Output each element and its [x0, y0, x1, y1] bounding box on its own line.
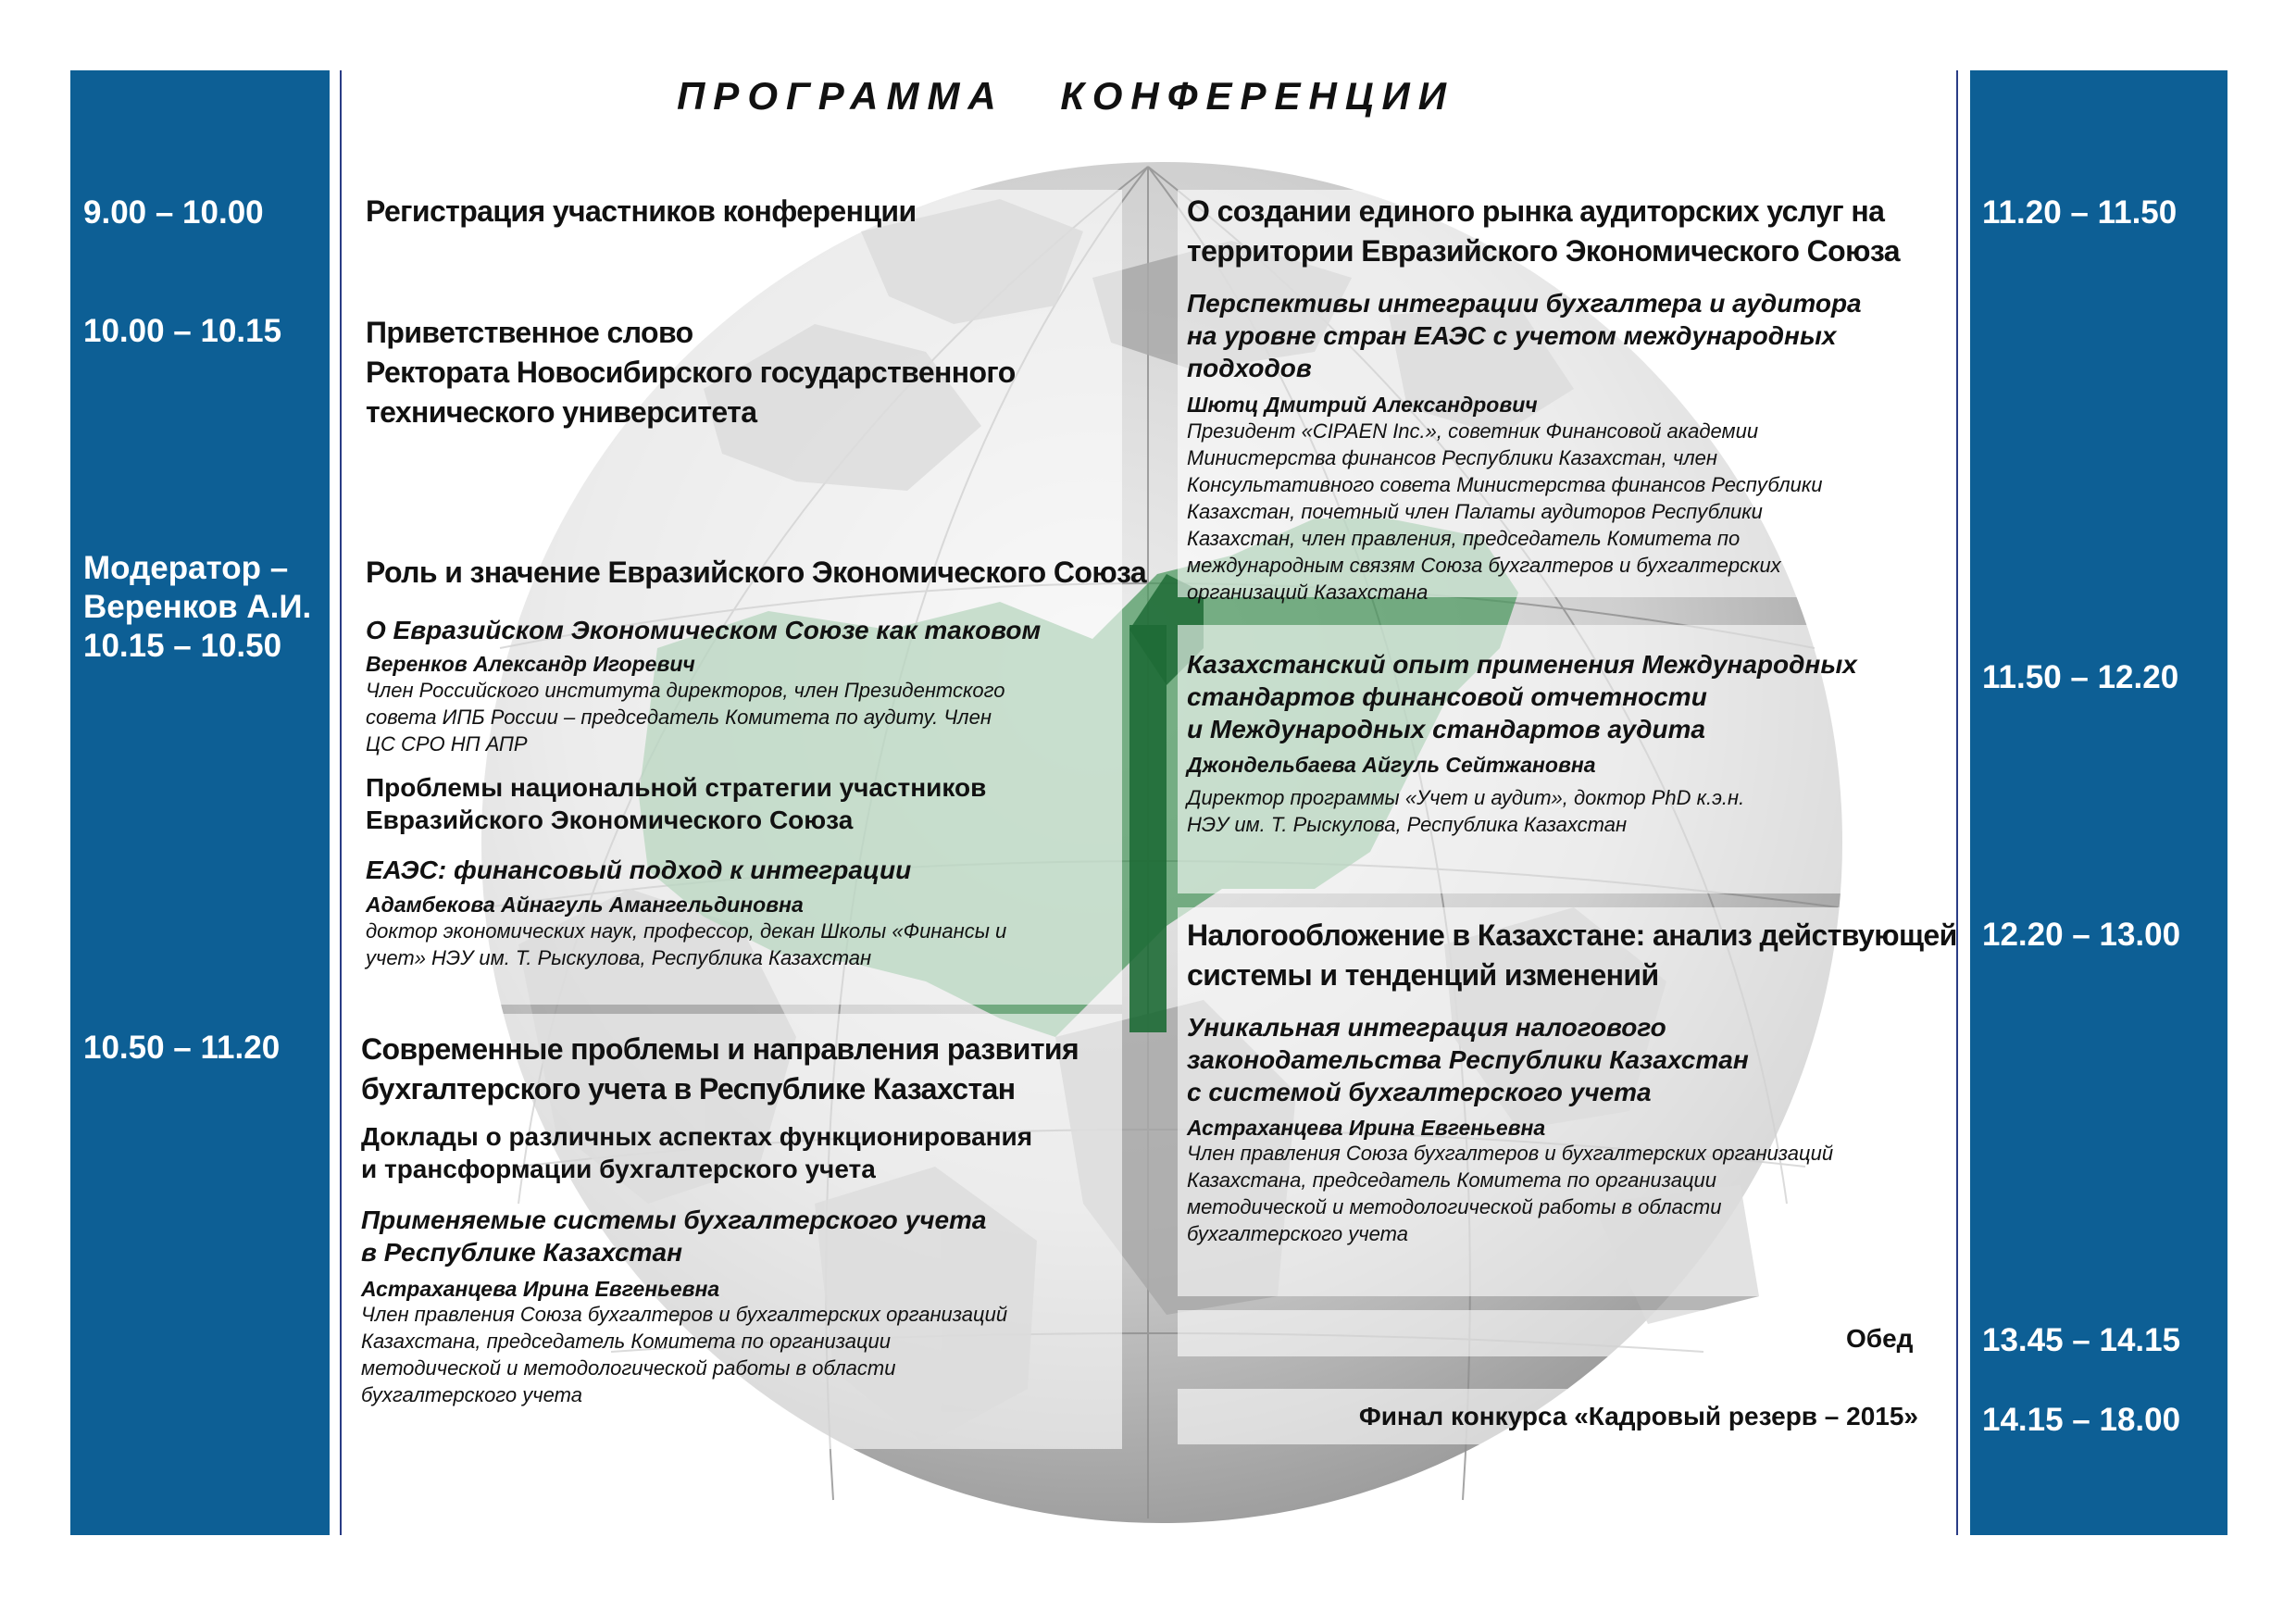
speaker-bio: методической и методологической работы в области — [361, 1356, 896, 1380]
speaker-bio: бухгалтерского учета — [361, 1383, 582, 1406]
right-time-band — [1970, 70, 2227, 1535]
talk-title: законодательства Республики Казахстан — [1187, 1045, 1749, 1074]
speaker-bio: Член правления Союза бухгалтеров и бухгалтерских организаций — [1187, 1142, 1834, 1165]
speaker-bio: международным связям Союза бухгалтеров и бухгалтерских — [1187, 554, 1781, 577]
speaker-name: Веренков Александр Игоревич — [366, 652, 695, 676]
talk-title: Перспективы интеграции бухгалтера и аудитора — [1187, 289, 1862, 318]
speaker-bio: ЦС СРО НП АПР — [366, 732, 528, 756]
speaker-name: Адамбекова Айнагуль Амангельдиновна — [366, 893, 804, 917]
time-slot: 12.20 – 13.00 — [1982, 917, 2181, 953]
speaker-bio: бухгалтерского учета — [1187, 1222, 1408, 1245]
speaker-bio: НЭУ им. Т. Рыскулова, Республика Казахстан — [1187, 813, 1628, 836]
speaker-name: Джондельбаева Айгуль Сейтжановна — [1187, 753, 1596, 777]
left-time-band — [70, 70, 330, 1535]
talk-title: Доклады о различных аспектах функционирования — [361, 1122, 1033, 1151]
speaker-bio: методической и методологической работы в области — [1187, 1195, 1722, 1218]
speaker-bio: доктор экономических наук, профессор, декан Школы «Финансы и — [366, 919, 1007, 943]
session-heading: Роль и значение Евразийского Экономического Союза — [366, 556, 1147, 589]
time-slot: 10.00 – 10.15 — [83, 313, 282, 349]
session-heading: технического университета — [366, 395, 757, 429]
session-heading: О создании единого рынка аудиторских услуг на — [1187, 194, 1885, 228]
session-heading: Ректората Новосибирского государственного — [366, 356, 1016, 389]
talk-title: Уникальная интеграция налогового — [1187, 1013, 1666, 1042]
speaker-bio: Казахстана, председатель Комитета по организации — [361, 1330, 891, 1353]
talk-title: и Международных стандартов аудита — [1187, 715, 1705, 743]
speaker-name: Шютц Дмитрий Александрович — [1187, 393, 1538, 417]
talk-title: на уровне стран ЕАЭС с учетом международных — [1187, 321, 1837, 350]
speaker-bio: учет» НЭУ им. Т. Рыскулова, Республика Казахстан — [366, 946, 872, 969]
talk-title: Проблемы национальной стратегии участников — [366, 773, 987, 802]
session-heading: системы и тенденций изменений — [1187, 958, 1659, 992]
final-event-label: Финал конкурса «Кадровый резерв – 2015» — [1358, 1402, 1918, 1430]
talk-title: подходов — [1187, 354, 1312, 382]
moderator-label: Модератор – — [83, 550, 289, 586]
speaker-name: Астраханцева Ирина Евгеньевна — [361, 1277, 720, 1301]
time-slot: 11.20 – 11.50 — [1982, 194, 2177, 231]
talk-title: с системой бухгалтерского учета — [1187, 1078, 1652, 1106]
speaker-bio: Казахстан, член правления, председатель Комитета по — [1187, 527, 1741, 550]
speaker-bio: Казахстана, председатель Комитета по организации — [1187, 1168, 1716, 1192]
talk-title: в Республике Казахстан — [361, 1238, 683, 1267]
talk-title: Применяемые системы бухгалтерского учета — [361, 1206, 987, 1234]
time-slot: 13.45 – 14.15 — [1982, 1322, 2181, 1358]
time-slot: 11.50 – 12.20 — [1982, 659, 2179, 695]
speaker-bio: Консультативного совета Министерства финансов Республики — [1187, 473, 1823, 496]
talk-title: ЕАЭС: финансовый подход к интеграции — [366, 856, 912, 884]
session-heading: Регистрация участников конференции — [366, 194, 917, 228]
session-heading: Приветственное слово — [366, 316, 693, 349]
session-heading: Налогообложение в Казахстане: анализ действующей — [1187, 918, 1957, 952]
talk-title: О Евразийском Экономическом Союзе как таковом — [366, 616, 1042, 644]
left-divider — [340, 70, 342, 1535]
time-slot: 10.50 – 11.20 — [83, 1030, 281, 1066]
speaker-bio: Казахстан, почетный член Палаты аудиторов Республики — [1187, 500, 1763, 523]
lunch-label: Обед — [1846, 1324, 1914, 1353]
speaker-bio: Член правления Союза бухгалтеров и бухгалтерских организаций — [361, 1303, 1008, 1326]
talk-title: стандартов финансовой отчетности — [1187, 682, 1707, 711]
moderator-name: Веренков А.И. — [83, 589, 312, 625]
page-title: ПРОГРАММА КОНФЕРЕНЦИИ — [677, 74, 1454, 118]
speaker-bio: Президент «CIPAEN Inc.», советник Финансовой академии — [1187, 419, 1759, 443]
speaker-bio: совета ИПБ России – председатель Комитета по аудиту. Член — [366, 706, 992, 729]
talk-title: Евразийского Экономического Союза — [366, 806, 854, 834]
right-divider — [1956, 70, 1958, 1535]
speaker-bio: Член Российского института директоров, член Президентского — [366, 679, 1005, 702]
time-slot: 9.00 – 10.00 — [83, 194, 264, 231]
speaker-bio: Министерства финансов Республики Казахстан, член — [1187, 446, 1718, 469]
time-slot: 10.15 – 10.50 — [83, 628, 282, 664]
speaker-bio: организаций Казахстана — [1187, 581, 1429, 604]
session-heading: территории Евразийского Экономического Союза — [1187, 234, 1900, 268]
session-heading: Современные проблемы и направления развития — [361, 1032, 1079, 1066]
speaker-name: Астраханцева Ирина Евгеньевна — [1187, 1116, 1546, 1140]
talk-title: Казахстанский опыт применения Международных — [1187, 650, 1857, 679]
time-slot: 14.15 – 18.00 — [1982, 1402, 2181, 1438]
talk-title: и трансформации бухгалтерского учета — [361, 1155, 876, 1183]
session-heading: бухгалтерского учета в Республике Казахстан — [361, 1072, 1016, 1106]
speaker-bio: Директор программы «Учет и аудит», доктор PhD к.э.н. — [1187, 786, 1745, 809]
right-panel-lunch — [1178, 1310, 1953, 1356]
